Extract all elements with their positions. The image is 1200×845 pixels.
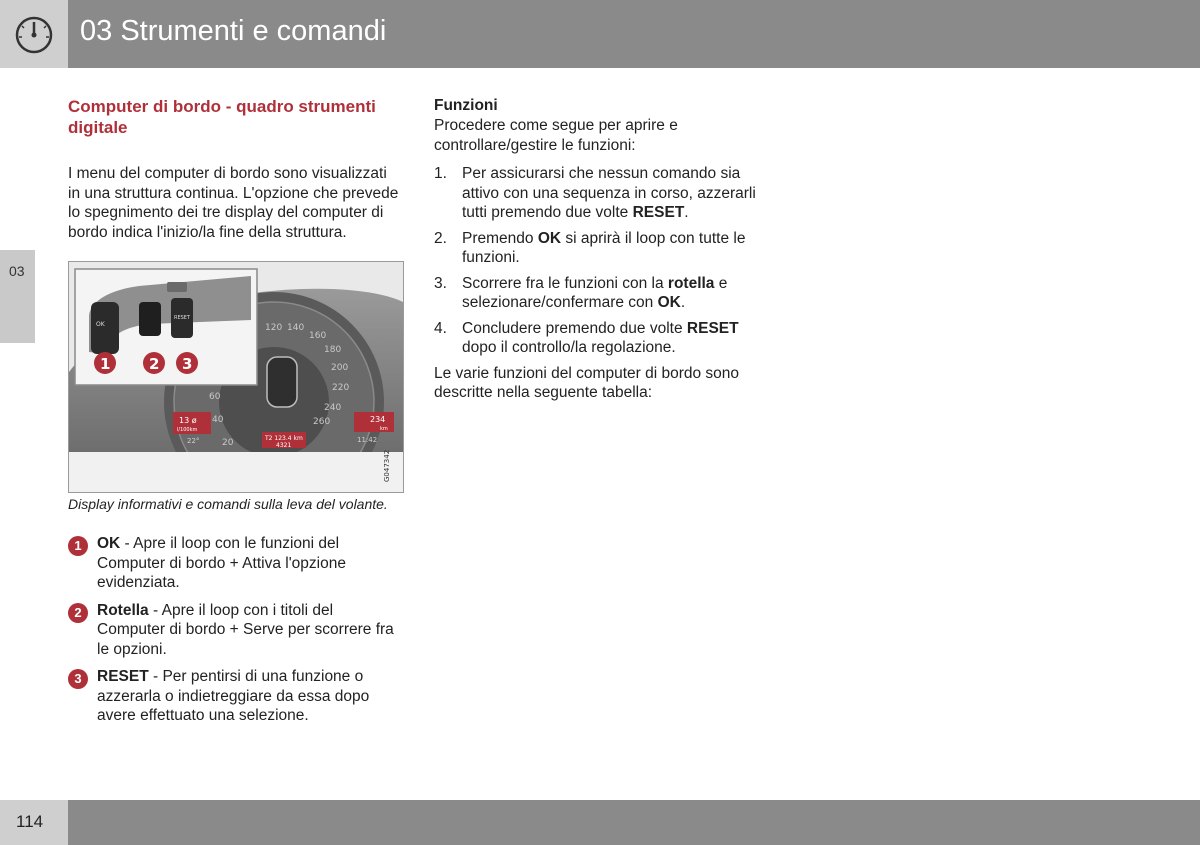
step-key: OK [657,294,681,311]
page-number: 114 [16,812,44,831]
step-number: 2. [434,229,447,247]
step-item [434,274,774,313]
step-number: 4. [434,319,447,337]
range-value: 234 [370,415,386,424]
callout-list [68,534,402,734]
instrument-illustration [69,262,403,492]
range-unit: km [380,426,388,432]
marker-3: 3 [182,355,193,373]
step-item [434,164,774,223]
callout-description: - Per pentirsi di una funzione o azzerarla o indietreggiare da essa dopo avere effettuato una selezione. [97,668,370,724]
step-text-mid: e selezionare/confermare con [462,274,728,311]
odometer-value: 4321 [276,442,292,449]
car-icon [267,357,297,407]
functions-outro: Le varie funzioni del computer di bordo sono descritte nella seguente tabella: [434,364,740,401]
speed-tick-label: 160 [309,331,327,341]
step-text: Per assicurarsi che nessun comando sia attivo con una sequenza in corso, azzerarli tutti premendo due volte [462,165,756,221]
step-text-end: dopo il controllo/la regolazione. [462,339,676,356]
step-text-end: . [684,204,689,221]
lever-reset-label: RESET [174,315,191,321]
outside-temp: 22° [187,437,200,445]
step-text: Scorrere fra le funzioni con la [462,274,668,292]
callout-description: - Apre il loop con le funzioni del Computer di bordo + Attiva l'opzione evidenziata. [97,535,346,591]
section-title: Computer di bordo - quadro strumenti digitale [68,97,376,137]
center-info-display [262,432,306,449]
speed-tick-label: 40 [212,415,224,425]
step-key: RESET [632,204,685,221]
callout-number: 1 [68,536,88,556]
callout-item [68,601,402,660]
trip-value: T2 123.4 km [265,435,303,442]
speed-tick-label: 180 [324,345,342,355]
step-item [434,229,774,268]
instrument-figure [68,261,404,493]
step-text-end: . [680,294,686,311]
lever-inset [75,269,257,385]
chapter-side-tab [0,250,35,343]
callout-item [68,534,402,593]
chapter-title: 03 Strumenti e comandi [80,15,387,47]
step-key: rotella [667,274,715,292]
lever-ok-label: OK [96,321,105,328]
step-text-end: si aprirà il loop con tutte le funzioni. [462,229,746,266]
marker-1: 1 [100,355,111,373]
step-key: OK [537,229,562,247]
gauge-icon [0,0,68,68]
functions-intro: Procedere come segue per aprire e controllare/gestire le funzioni: [434,117,678,154]
step-item [434,319,774,358]
step-key: RESET [686,319,739,337]
callout-number: 2 [68,603,88,623]
step-number: 1. [434,165,447,182]
speed-tick-label: 200 [331,363,349,373]
intro-paragraph: I menu del computer di bordo sono visualizzati in una struttura continua. L'opzione che prevede lo spegnimento dei tre display del computer di bordo indica l'inizio/la fine della struttura. [68,165,399,241]
page-number-box [0,800,68,845]
steps-list [434,164,774,358]
speed-tick-label: 140 [287,323,305,333]
step-number: 3. [434,274,447,292]
figure-code: G047342 [383,449,391,482]
speed-tick-label: 120 [265,323,283,333]
speed-tick-label: 60 [209,392,221,402]
fuel-consumption-unit: l/100km [177,427,198,433]
callout-key: RESET [97,668,149,685]
callout-item [68,667,402,726]
page-header [0,0,1200,68]
speed-tick-label: 20 [222,438,234,448]
step-text: Concludere premendo due volte [462,319,687,337]
left-column [68,96,402,242]
side-tab-label: 03 [9,263,25,279]
step-text: Premendo [462,229,538,247]
callout-key: Rotella [97,601,149,619]
functions-heading: Funzioni [434,97,498,114]
speed-tick-label: 260 [313,417,331,427]
marker-2: 2 [149,355,160,373]
callout-description: - Apre il loop con i titoli del Computer di bordo + Serve per scorrere fra le opzioni. [97,601,394,658]
right-column [434,96,774,403]
figure-caption: Display informativi e comandi sulla leva del volante. [68,496,388,512]
chapter-icon-box [0,0,68,68]
callout-number: 3 [68,669,88,689]
callout-key: OK [97,535,121,552]
clock-value: 11:42 [357,436,378,444]
fuel-consumption-value: 13 ø [179,416,197,425]
speed-tick-label: 220 [332,383,350,393]
speed-tick-label: 240 [324,403,342,413]
page-footer [0,800,1200,845]
